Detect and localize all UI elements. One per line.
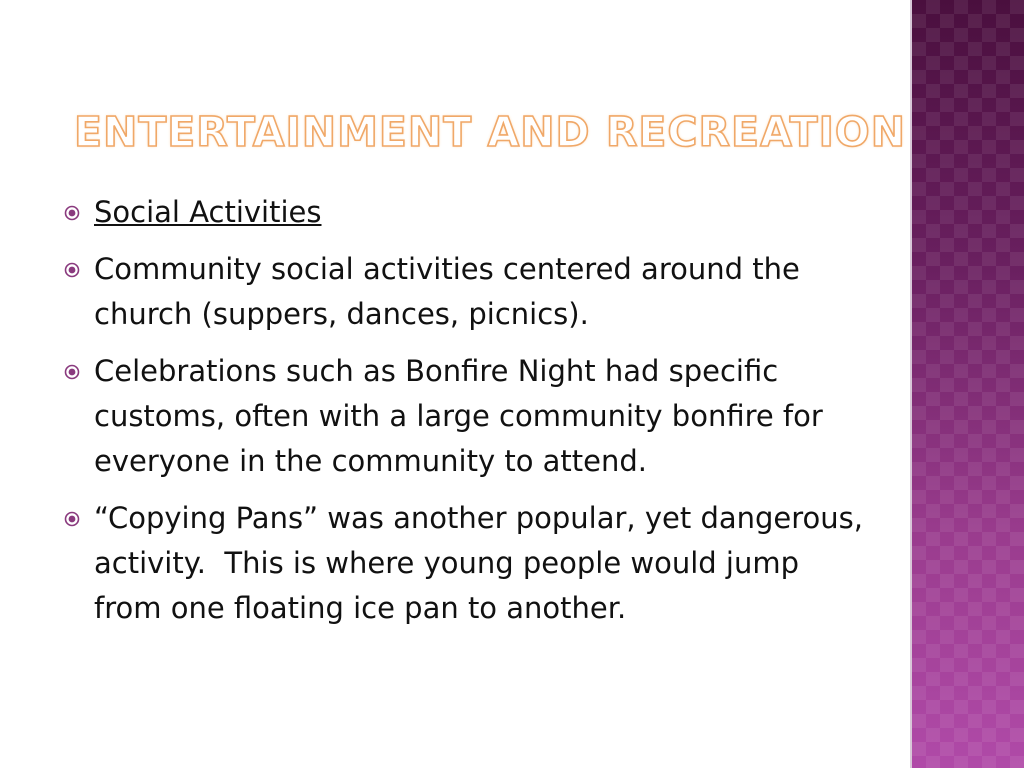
bullet-list — [64, 190, 873, 643]
radio-bullet-icon — [64, 262, 80, 278]
bullet-item — [64, 190, 864, 235]
bullet-text: Community social activities centered around the church (suppers, dances, picnics). — [94, 252, 800, 331]
accent-band — [912, 0, 1024, 768]
bullet-text: Social Activities — [94, 195, 322, 229]
bullet-text: Celebrations such as Bonfire Night had specific customs, often with a large community bonfire for everyone in the community to attend. — [94, 354, 823, 478]
radio-bullet-icon — [64, 511, 80, 527]
slide-title: ENTERTAINMENT AND RECREATION — [74, 108, 907, 156]
bullet-item — [64, 496, 873, 631]
bullet-item — [64, 247, 864, 337]
bullet-text: “Copying Pans” was another popular, yet dangerous, activity. This is where young people would jump from one floating ice pan to another. — [94, 501, 873, 625]
bullet-item — [64, 349, 864, 484]
radio-bullet-icon — [64, 205, 80, 221]
radio-bullet-icon — [64, 364, 80, 380]
